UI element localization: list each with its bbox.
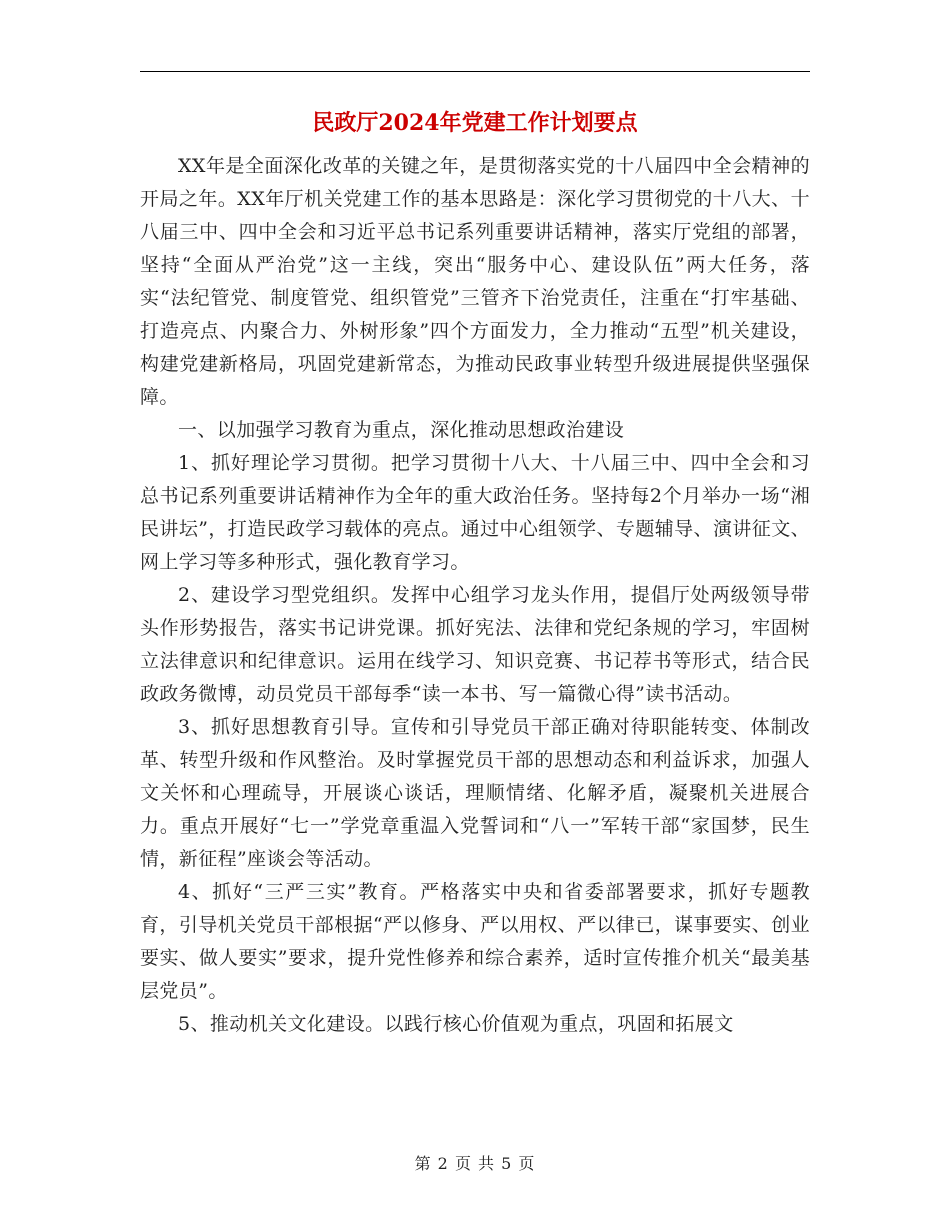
paragraph-intro: XX年是全面深化改革的关键之年，是贯彻落实党的十八届四中全会精神的开局之年。XX年厅机关党建工作的基本思路是：深化学习贯彻党的十八大、十八届三中、四中全会和习近平总书记系列重要讲话精神，落实厅党组的部署，坚持“全面从严治党”这一主线，突出“服务中心、建设队伍”两大任务，落实“法纪管党、制度管党、组织管党”三管齐下治党责任，注重在“打牢基础、打造亮点、内聚合力、外树形象”四个方面发力，全力推动“五型”机关建设，构建党建新格局，巩固党建新常态，为推动民政事业转型升级进展提供坚强保障。: [140, 155, 810, 408]
paragraph-item-2: 2、建设学习型党组织。发挥中心组学习龙头作用，提倡厅处两级领导带头作形势报告，落实书记讲党课。抓好宪法、法律和党纪条规的学习，牢固树立法律意识和纪律意识。运用在线学习、知识竞赛、书记荐书等形式，结合民政政务微博，动员党员干部每季“读一本书、写一篇微心得”读书活动。: [140, 584, 810, 705]
section-heading-1: 一、以加强学习教育为重点，深化推动思想政治建设: [178, 419, 625, 441]
document-body: [140, 150, 810, 1041]
document-title: 民政厅2024年党建工作计划要点: [312, 110, 638, 136]
paragraph-item-5: 5、推动机关文化建设。以践行核心价值观为重点，巩固和拓展文: [178, 1013, 734, 1035]
page-number-footer: 第 2 页 共 5 页: [414, 1154, 536, 1173]
paragraph-item-4: 4、抓好“三严三实”教育。严格落实中央和省委部署要求，抓好专题教育，引导机关党员干部根据“严以修身、严以用权、严以律已，谋事要实、创业要实、做人要实”要求，提升党性修养和综合素养，适时宣传推介机关“最美基层党员”。: [140, 881, 810, 1002]
paragraph-item-1: 1、抓好理论学习贯彻。把学习贯彻十八大、十八届三中、四中全会和习总书记系列重要讲话精神作为全年的重大政治任务。坚持每2个月举办一场“湘民讲坛”，打造民政学习载体的亮点。通过中心组领学、专题辅导、演讲征文、网上学习等多种形式，强化教育学习。: [140, 452, 810, 573]
paragraph-item-3: 3、抓好思想教育引导。宣传和引导党员干部正确对待职能转变、体制改革、转型升级和作风整治。及时掌握党员干部的思想动态和利益诉求，加强人文关怀和心理疏导，开展谈心谈话，理顺情绪、化解矛盾，凝聚机关进展合力。重点开展好“七一”学党章重温入党誓词和“八一”军转干部“家国梦，民生情，新征程”座谈会等活动。: [140, 716, 810, 870]
header-rule: [140, 71, 810, 72]
